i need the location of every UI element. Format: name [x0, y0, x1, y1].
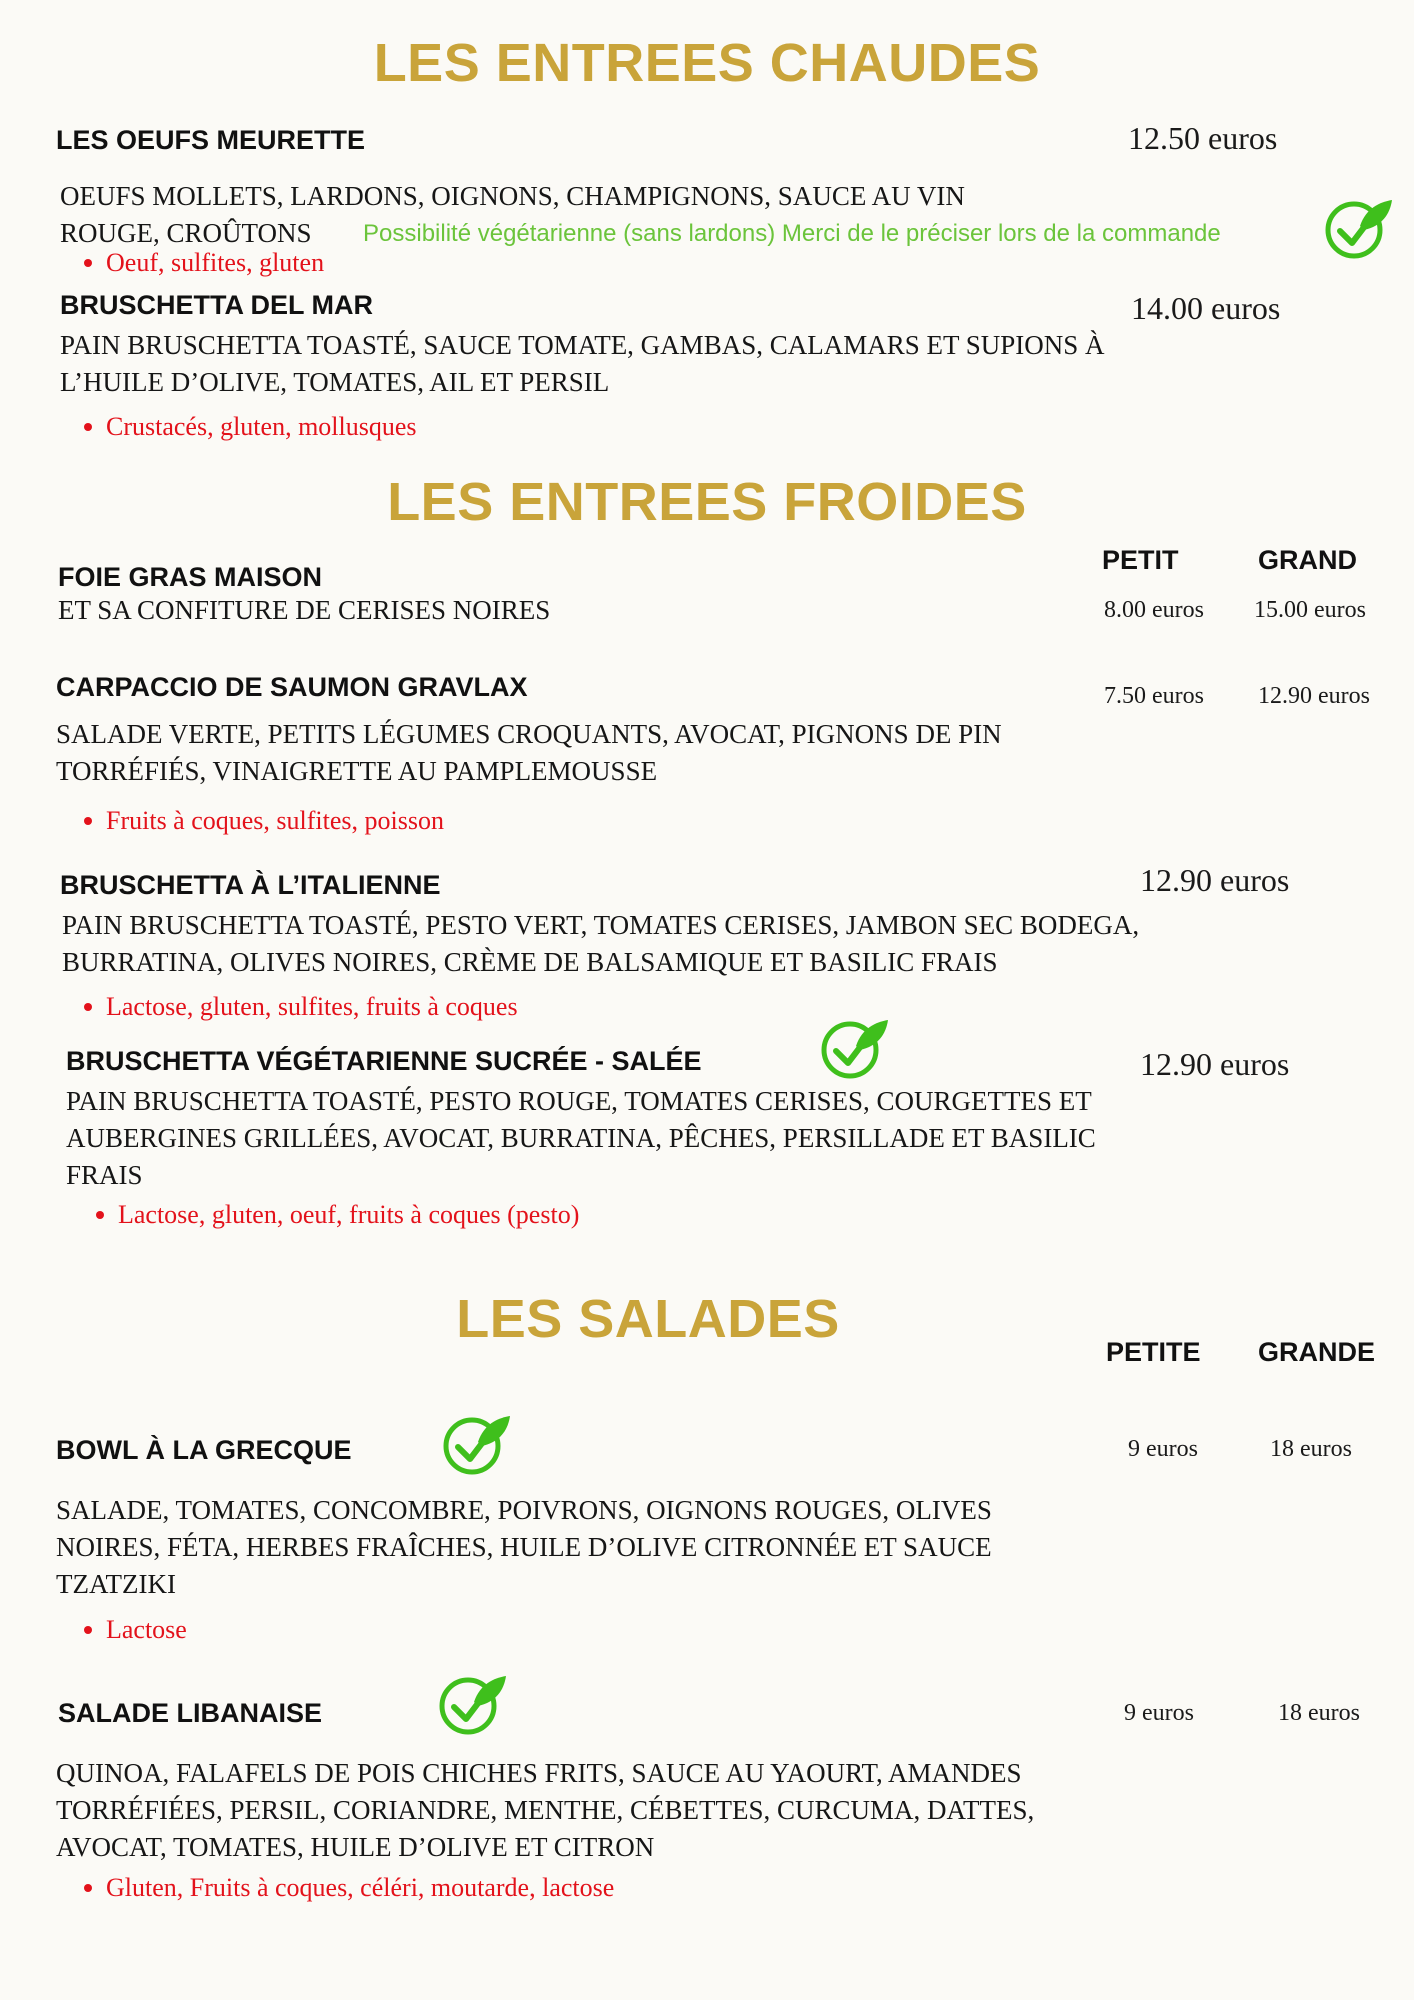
- column-header-petite: PETITE: [1106, 1337, 1201, 1367]
- dish-desc-salade-libanaise: QUINOA, FALAFELS DE POIS CHICHES FRITS, SAUCE AU YAOURT, AMANDES TORRÉFIÉES, PERSIL, CORIANDRE, MENTHE, CÉBETTES, CURCUMA, DATTES, AVOCAT, TOMATES, HUILE D’OLIVE ET CITRON: [56, 1758, 1035, 1862]
- dish-price-small-foie-gras: 8.00 euros: [1104, 597, 1204, 623]
- bullet-icon: [84, 1626, 92, 1634]
- allergens-bruschetta-italienne: [84, 992, 518, 1022]
- bullet-icon: [84, 817, 92, 825]
- dish-desc-bruschetta-del-mar: PAIN BRUSCHETTA TOASTÉ, SAUCE TOMATE, GAMBAS, CALAMARS ET SUPIONS À L’HUILE D’OLIVE, TOMATES, AIL ET PERSIL: [60, 330, 1105, 397]
- allergens-oeufs-meurette: [84, 248, 324, 278]
- bullet-icon: [84, 259, 92, 267]
- allergens-bowl-grecque: [84, 1615, 187, 1645]
- allergens-text: Lactose, gluten, oeuf, fruits à coques (pesto): [118, 1200, 580, 1229]
- allergens-carpaccio: [84, 806, 444, 836]
- bullet-icon: [96, 1211, 104, 1219]
- dish-price-bruschetta-del-mar: 14.00 euros: [1131, 290, 1281, 326]
- dish-name-oeufs-meurette: LES OEUFS MEURETTE: [56, 125, 366, 155]
- vegetarian-leaf-check-icon: [818, 1016, 890, 1080]
- bullet-icon: [84, 423, 92, 431]
- dish-price-small-bowl-grecque: 9 euros: [1128, 1436, 1198, 1462]
- allergens-text: Crustacés, gluten, mollusques: [106, 412, 417, 441]
- vegetarian-option-note: Possibilité végétarienne (sans lardons) Merci de le préciser lors de la commande: [363, 220, 1221, 247]
- dish-desc-oeufs-meurette-line2: ROUGE, CROÛTONS: [60, 218, 312, 248]
- vegetarian-leaf-check-icon: [1322, 196, 1394, 260]
- dish-name-bowl-grecque: BOWL À LA GRECQUE: [56, 1435, 352, 1465]
- allergens-text: Lactose, gluten, sulfites, fruits à coques: [106, 992, 518, 1021]
- allergens-text: Oeuf, sulfites, gluten: [106, 248, 325, 277]
- vegetarian-leaf-check-icon: [436, 1672, 508, 1736]
- allergens-salade-libanaise: [84, 1873, 614, 1903]
- section-title-salads: LES SALADES: [456, 1289, 840, 1349]
- bullet-icon: [84, 1003, 92, 1011]
- dish-price-oeufs-meurette: 12.50 euros: [1128, 120, 1278, 156]
- dish-price-small-salade-libanaise: 9 euros: [1124, 1700, 1194, 1726]
- dish-name-bruschetta-vegetarienne: BRUSCHETTA VÉGÉTARIENNE SUCRÉE - SALÉE: [66, 1046, 702, 1076]
- allergens-text: Lactose: [106, 1615, 187, 1644]
- section-title-hot: LES ENTREES CHAUDES: [373, 33, 1041, 93]
- dish-desc-oeufs-meurette-line1: OEUFS MOLLETS, LARDONS, OIGNONS, CHAMPIGNONS, SAUCE AU VIN: [60, 181, 965, 211]
- allergens-text: Fruits à coques, sulfites, poisson: [106, 806, 444, 835]
- dish-name-bruschetta-del-mar: BRUSCHETTA DEL MAR: [60, 290, 373, 320]
- dish-price-large-salade-libanaise: 18 euros: [1278, 1700, 1360, 1726]
- dish-name-salade-libanaise: SALADE LIBANAISE: [58, 1698, 323, 1728]
- allergens-text: Gluten, Fruits à coques, céléri, moutarde, lactose: [106, 1873, 615, 1902]
- dish-price-large-carpaccio: 12.90 euros: [1258, 683, 1370, 709]
- dish-desc-bowl-grecque: SALADE, TOMATES, CONCOMBRE, POIVRONS, OIGNONS ROUGES, OLIVES NOIRES, FÉTA, HERBES FRAÎCHES, HUILE D’OLIVE CITRONNÉE ET SAUCE TZATZIKI: [56, 1495, 992, 1599]
- column-header-petit: PETIT: [1102, 545, 1179, 575]
- dish-desc-carpaccio: SALADE VERTE, PETITS LÉGUMES CROQUANTS, AVOCAT, PIGNONS DE PIN TORRÉFIÉS, VINAIGRETTE AU PAMPLEMOUSSE: [56, 719, 1002, 786]
- vegetarian-leaf-check-icon: [440, 1412, 512, 1476]
- dish-price-large-bowl-grecque: 18 euros: [1270, 1436, 1352, 1462]
- dish-name-bruschetta-italienne: BRUSCHETTA À L’ITALIENNE: [60, 870, 441, 900]
- section-title-cold: LES ENTREES FROIDES: [387, 472, 1027, 532]
- bullet-icon: [84, 1884, 92, 1892]
- dish-desc-bruschetta-italienne: PAIN BRUSCHETTA TOASTÉ, PESTO VERT, TOMATES CERISES, JAMBON SEC BODEGA, BURRATINA, OLIVES NOIRES, CRÈME DE BALSAMIQUE ET BASILIC FRAIS: [62, 910, 1140, 977]
- dish-price-large-foie-gras: 15.00 euros: [1254, 597, 1366, 623]
- column-header-grand: GRAND: [1258, 545, 1357, 575]
- dish-price-bruschetta-italienne: 12.90 euros: [1140, 862, 1290, 898]
- dish-name-carpaccio: CARPACCIO DE SAUMON GRAVLAX: [56, 672, 528, 702]
- column-header-grande: GRANDE: [1258, 1337, 1376, 1367]
- dish-price-small-carpaccio: 7.50 euros: [1104, 683, 1204, 709]
- allergens-bruschetta-vegetarienne: [96, 1200, 579, 1230]
- dish-desc-foie-gras: ET SA CONFITURE DE CERISES NOIRES: [58, 595, 551, 625]
- dish-desc-bruschetta-vegetarienne: PAIN BRUSCHETTA TOASTÉ, PESTO ROUGE, TOMATES CERISES, COURGETTES ET AUBERGINES GRILLÉES, AVOCAT, BURRATINA, PÊCHES, PERSILLADE ET BASILIC FRAIS: [66, 1086, 1096, 1190]
- dish-price-bruschetta-vegetarienne: 12.90 euros: [1140, 1046, 1290, 1082]
- dish-name-foie-gras: FOIE GRAS MAISON: [58, 562, 323, 592]
- allergens-bruschetta-del-mar: [84, 412, 417, 442]
